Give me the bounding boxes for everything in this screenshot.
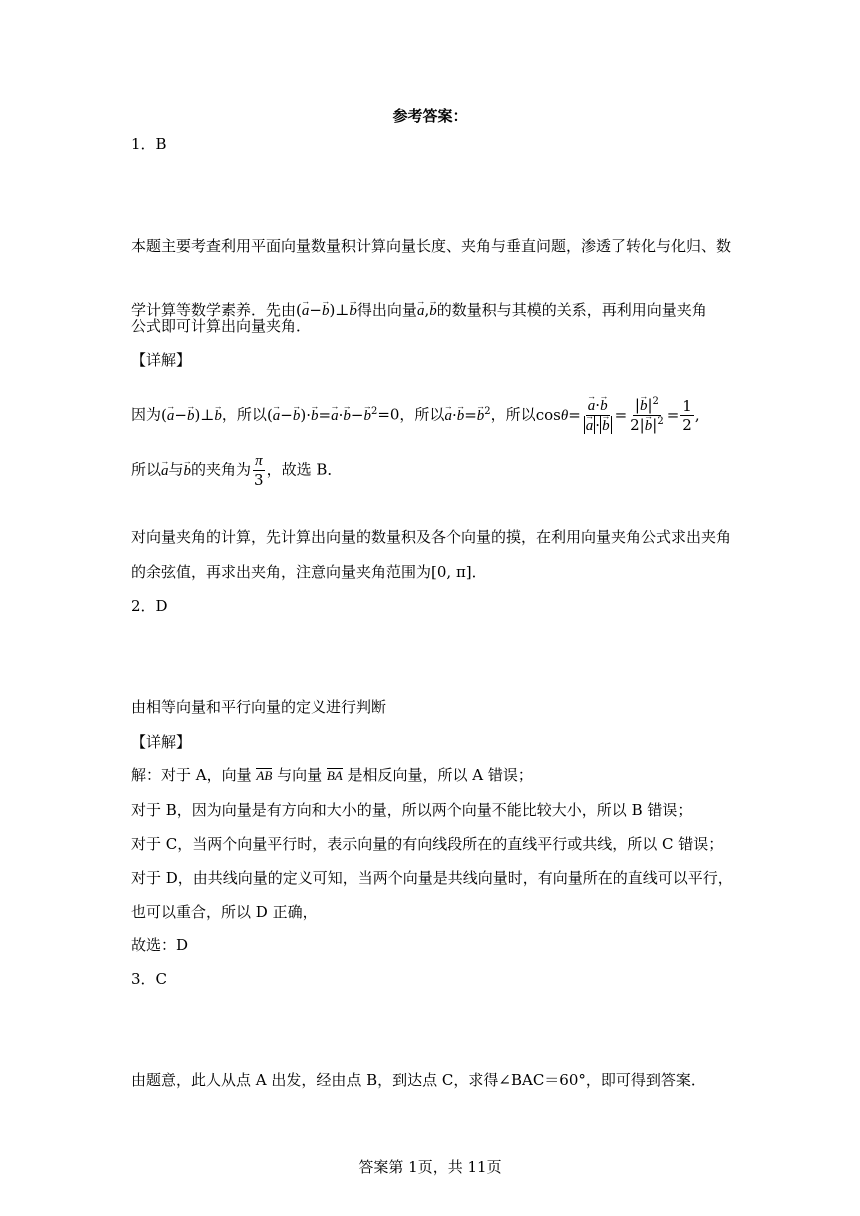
vector-AB: AB — [256, 768, 273, 783]
q1-detail-t4: ，所以 — [490, 405, 536, 424]
page-title: 参考答案： — [392, 107, 468, 125]
q1-comment-line2 — [131, 562, 487, 582]
q1-detail-line1 — [131, 396, 700, 435]
q1-comment-line2a: 的余弦值，再求出夹角，注意向量夹角范围为 — [131, 563, 432, 581]
q1-detail-label: 【详解】 — [131, 351, 192, 369]
q1-detail-t5: 所以 — [131, 460, 162, 479]
q1-detail-t2: ，所以 — [221, 405, 267, 424]
q2-detail-label: 【详解】 — [131, 733, 192, 751]
q1-comment-line1: 对向量夹角的计算，先计算出向量的数量积及各个向量的摸，在利用向量夹角公式求出夹角 — [131, 528, 732, 546]
q2-detail-line2: 对于 B，因为向量是有方向和大小的量，所以两个向量不能比较大小，所以 B 错误； — [131, 801, 693, 819]
vectors-ab-formula: → a,→ b — [417, 301, 437, 319]
pi-over-3: $\frac{\pi}{3}$ — [254, 453, 264, 489]
q1-detail-t3: =0，所以 — [377, 405, 445, 424]
dot-product-expansion: (→ $a-\to b)\cdot\to b=\to a\cdot\to b-\to b^2$ — [267, 406, 377, 424]
q2-detail-line1 — [131, 765, 533, 785]
q2-analysis: 由相等向量和平行向量的定义进行判断 — [131, 698, 387, 716]
q1-answer: 1．B — [131, 135, 167, 153]
vector-BA: BA — [326, 768, 343, 783]
q1-comment-line2c: ． — [471, 563, 487, 581]
q2-detail-line3: 对于 C，当两个向量平行时，表示向量的有向线段所在的直线平行或共线，所以 C 错误； — [131, 835, 724, 853]
angle-range: [0, π] — [431, 563, 472, 581]
q1-analysis-line2a: 学计算等数学素养．先由 — [131, 301, 297, 319]
q1-analysis-line2b: 得出向量 — [356, 301, 417, 319]
perp-formula: (→ a−→ b)⊥→ b — [161, 406, 222, 424]
q1-detail-line2: 所以→ a与→ b的夹角为 $\frac{\pi}{3}$ ，故选 B． — [131, 452, 342, 489]
q1-detail-t1: 因为 — [131, 405, 162, 424]
q3-answer: 3．C — [131, 970, 168, 988]
cosine-formula: cosθ= → a·→ b → a ·→ b = $\frac{|\to b|^2}{2|\to b|^2}$ = $\frac{1}{2}$ , — [536, 406, 700, 424]
perp-condition-formula: (→ a−→ b)⊥→ b — [296, 301, 357, 319]
q1-detail-t6: 与 — [168, 460, 184, 479]
q1-detail-t8: ，故选 B． — [266, 460, 343, 479]
q2-l1a: 解：对于 A，向量 — [131, 766, 252, 784]
q3-analysis: 由题意，此人从点 A 出发，经由点 B，到达点 C，求得∠BAC＝60°，即可得到答案． — [131, 1071, 706, 1089]
q2-detail-line6: 故选：D — [131, 936, 189, 954]
q1-detail-t7: 的夹角为 — [191, 460, 252, 479]
q2-l1b: 与向量 — [277, 766, 323, 784]
q1-analysis-line2c: 的数量积与其模的关系，再利用向量夹角 — [436, 301, 707, 319]
dot-equals-square: → $a\cdot\to b=\to b^2$ — [444, 406, 490, 424]
page-footer: 答案第 1页，共 11页 — [358, 1158, 502, 1176]
q2-detail-line4: 对于 D，由共线向量的定义可知，当两个向量是共线向量时，有向量所在的直线可以平行， — [131, 869, 733, 887]
q2-answer: 2．D — [131, 597, 168, 615]
q2-l1c: 是相反向量，所以 A 错误； — [347, 766, 533, 784]
q1-analysis-line3: 公式即可计算出向量夹角． — [131, 317, 312, 335]
q2-detail-line5: 也可以重合，所以 D 正确， — [131, 903, 318, 921]
q1-analysis-line1: 本题主要考查利用平面向量数量积计算向量长度、夹角与垂直问题，渗透了转化与化归、数 — [131, 237, 732, 255]
